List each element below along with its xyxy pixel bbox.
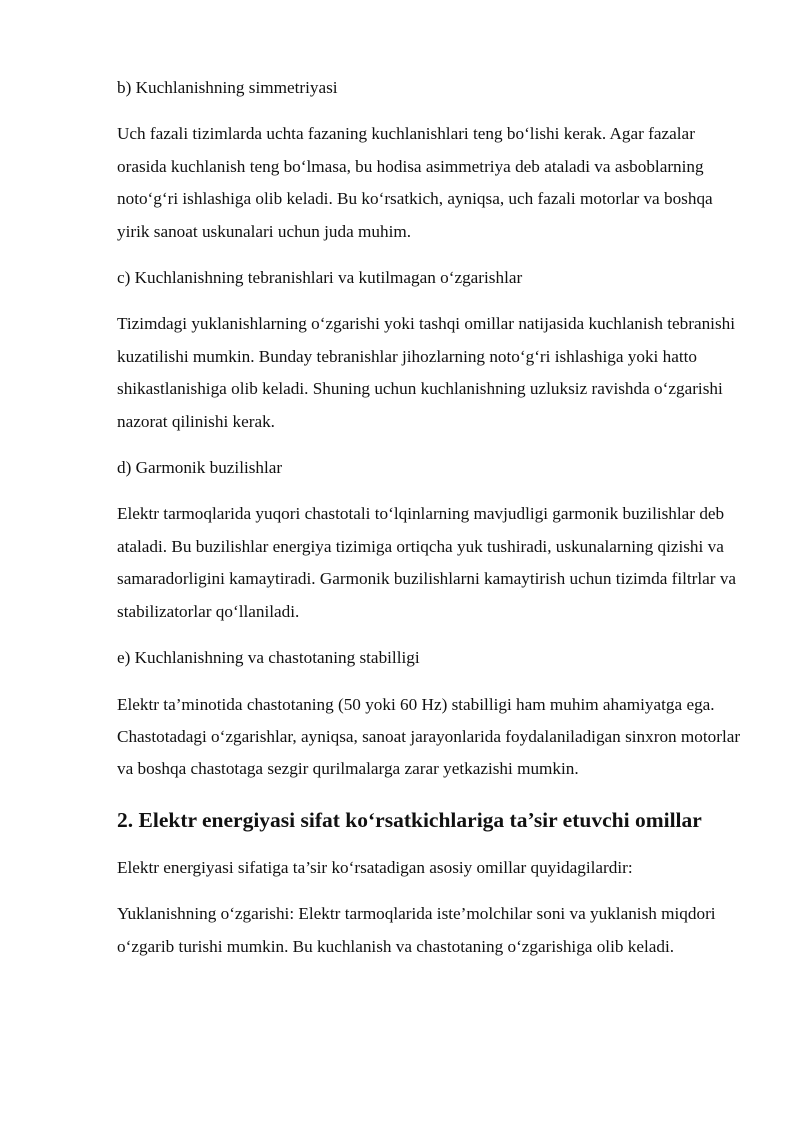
section-heading-2: 2. Elektr energiyasi sifat koʻrsatkichlariga ta’sir etuvchi omillar: [117, 807, 702, 832]
document-page: [117, 72, 742, 977]
paragraph-factors-intro: Elektr energiyasi sifatiga ta’sir koʻrsatadigan asosiy omillar quyidagilardir:: [117, 857, 633, 877]
subsection-heading-e: e) Kuchlanishning va chastotaning stabilligi: [117, 648, 420, 668]
paragraph-frequency-stability: Elektr ta’minotida chastotaning (50 yoki 60 Hz) stabilligi ham muhim ahamiyatga ega. Chastotadagi oʻzgarishlar, ayniqsa, sanoat jarayonlarida foydalaniladigan sinxron motorlar va boshqa chastotaga sezgir qurilmalarga zarar yetkazishi mumkin.: [117, 694, 741, 779]
subsection-heading-b: b) Kuchlanishning simmetriyasi: [117, 78, 338, 97]
paragraph-harmonics: Elektr tarmoqlarida yuqori chastotali toʻlqinlarning mavjudligi garmonik buzilishlar deb ataladi. Bu buzilishlar energiya tizimiga ortiqcha yuk tushiradi, uskunalarning qizishi va samaradorligini kamaytiradi. Garmonik buzilishlarni kamaytirish uchun tizimda filtrlar va stabilizatorlar qoʻllaniladi.: [117, 504, 737, 621]
subsection-heading-d: d) Garmonik buzilishlar: [117, 458, 283, 478]
subsection-heading-c: c) Kuchlanishning tebranishlari va kutilmagan oʻzgarishlar: [117, 268, 523, 288]
paragraph-load-change: Yuklanishning oʻzgarishi: Elektr tarmoqlarida iste’molchilar soni va yuklanish miqdori oʻzgarib turishi mumkin. Bu kuchlanish va chastotaning oʻzgarishiga olib keladi.: [117, 904, 716, 956]
paragraph-symmetry: Uch fazali tizimlarda uchta fazaning kuchlanishlari teng boʻlishi kerak. Agar fazalar orasida kuchlanish teng boʻlmasa, bu hodisa asimmetriya deb ataladi va asboblarning notoʻgʻri ishlashiga olib keladi. Bu koʻrsatkich, ayniqsa, uch fazali motorlar va boshqa yirik sanoat uskunalari uchun juda muhim.: [117, 124, 713, 241]
paragraph-fluctuations: Tizimdagi yuklanishlarning oʻzgarishi yoki tashqi omillar natijasida kuchlanish tebranishi kuzatilishi mumkin. Bunday tebranishlar jihozlarning notoʻgʻri ishlashiga yoki hatto shikastlanishiga olib keladi. Shuning uchun kuchlanishning uzluksiz ravishda oʻzgarishi nazorat qilinishi kerak.: [117, 314, 736, 431]
